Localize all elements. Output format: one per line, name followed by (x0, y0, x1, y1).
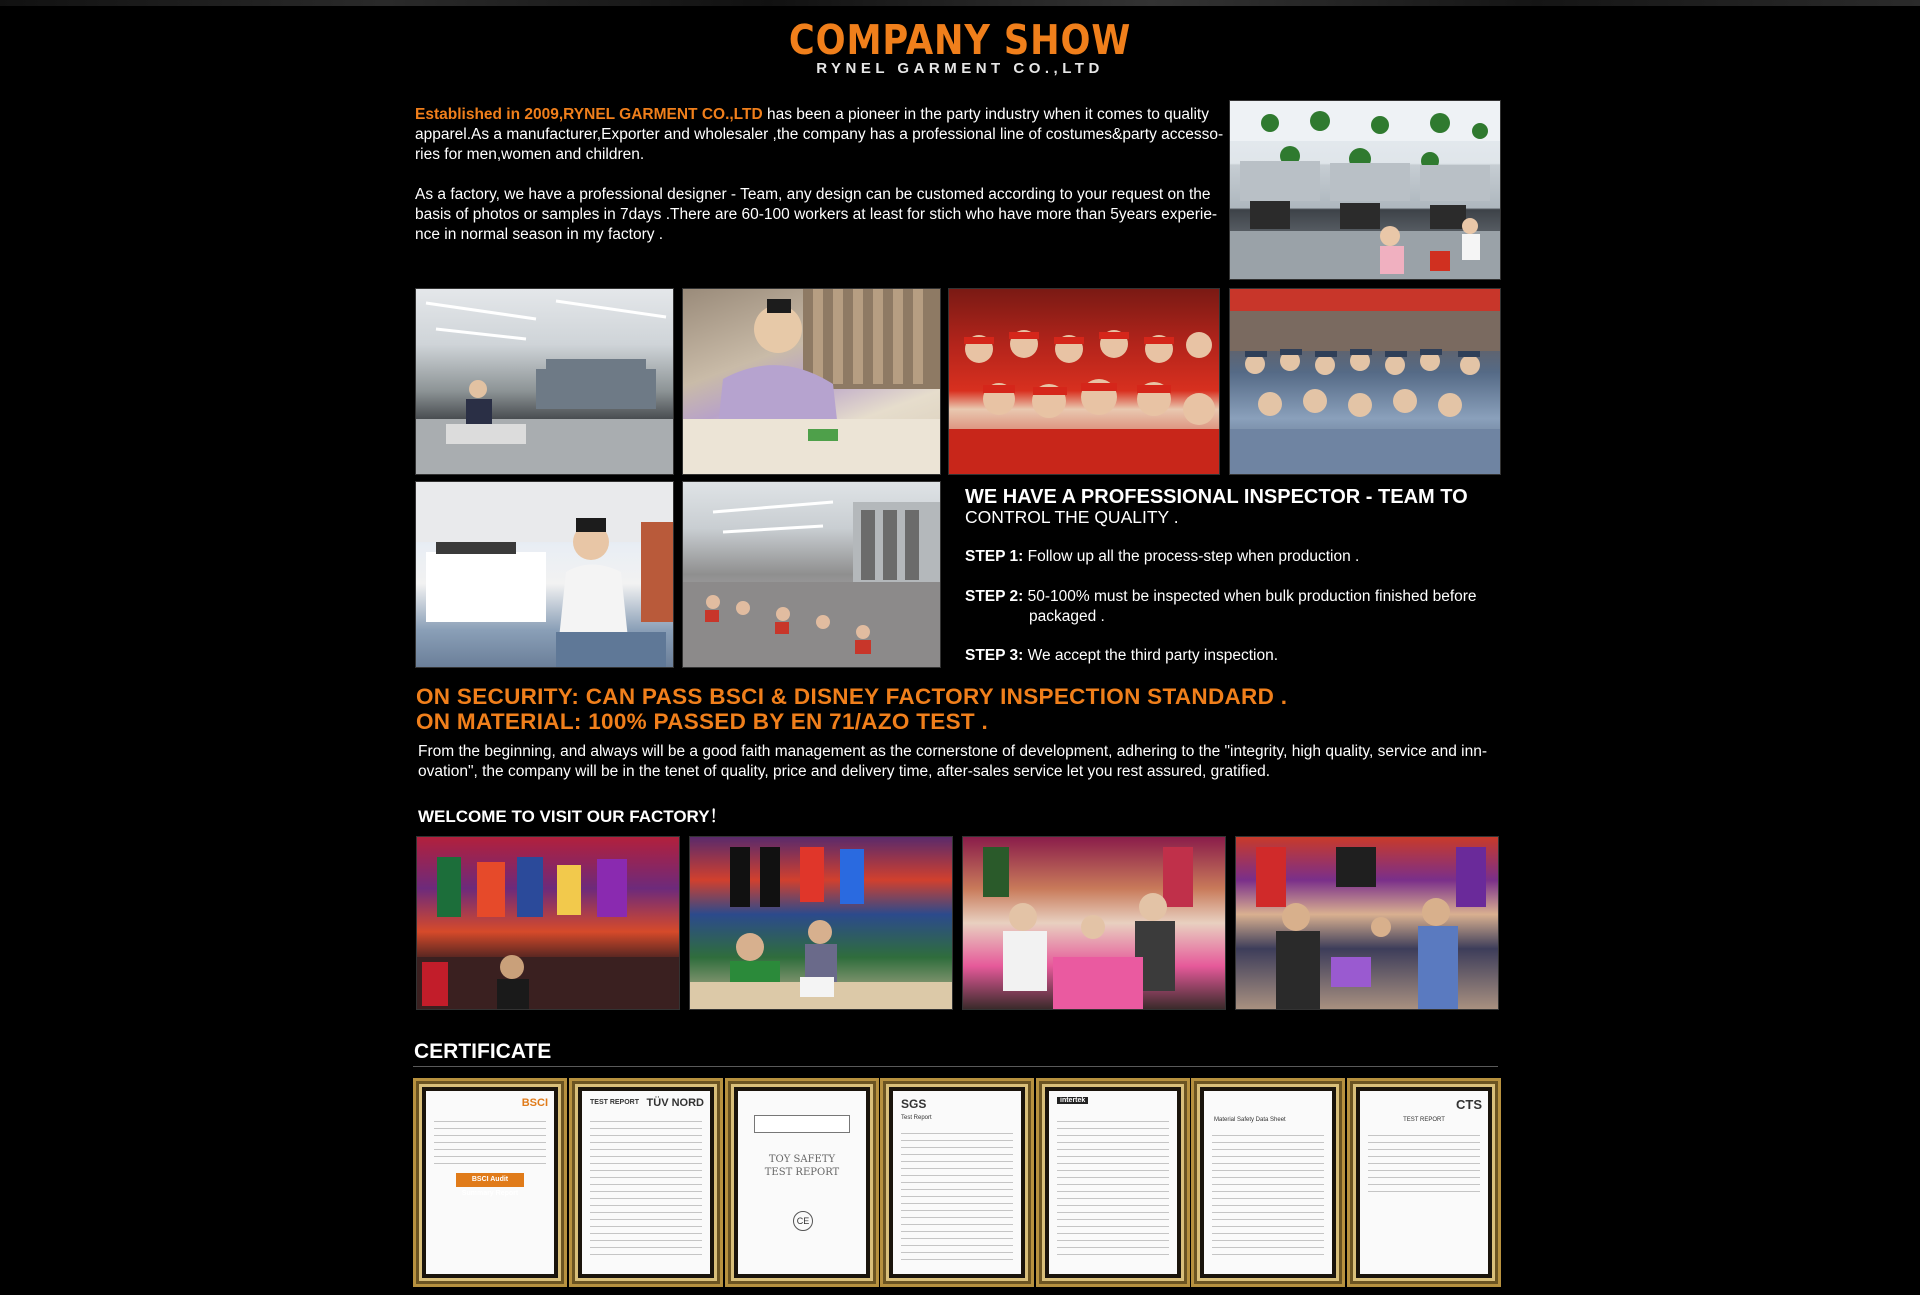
step-1-text: Follow up all the process-step when production . (1027, 548, 1360, 565)
certificate-heading: CERTIFICATE (414, 1040, 552, 1063)
fabric-cutting-illustration (683, 289, 940, 474)
certificate-3-header-box (754, 1115, 850, 1133)
certificate-1-paper (426, 1091, 554, 1274)
step-3-text: We accept the third party inspection. (1027, 647, 1279, 664)
company-subtitle: RYNEL GARMENT CO.,LTD (816, 60, 1104, 77)
intro-paragraph (415, 105, 1225, 245)
factory-line1: As a factory, we have a professional designer - Team, any design can be customed according to your request on the (415, 186, 1211, 203)
exhibition-photo-1 (416, 836, 680, 1010)
certificate-2-paper (582, 1091, 710, 1274)
philosophy-line2: ovation", the company will be in the tenet of quality, price and delivery time, after-sales service let you rest assured, gratified. (418, 763, 1271, 780)
certificate-7 (1347, 1078, 1501, 1287)
security-standard: ON SECURITY: CAN PASS BSCI & DISNEY FACTORY INSPECTION STANDARD . (416, 684, 1288, 709)
certificate-4 (880, 1078, 1034, 1287)
exhibition-photo-2 (689, 836, 953, 1010)
certificate-3-seal: CE (793, 1211, 813, 1231)
team-red-photo (948, 288, 1220, 475)
workshop-illustration (683, 482, 940, 667)
factory-floor-illustration (416, 289, 673, 474)
team-red-illustration (949, 289, 1219, 474)
step-3 (965, 646, 1278, 666)
certificate-7-title: TEST REPORT (1403, 1117, 1445, 1123)
certificate-5-text-lines (1057, 1115, 1169, 1260)
exhibition-4-illustration (1236, 837, 1498, 1009)
certificate-2-logo: TÜV NORD (646, 1097, 704, 1109)
certificate-3-paper (738, 1091, 866, 1274)
step-1 (965, 547, 1359, 567)
certificate-4-logo: SGS (901, 1097, 927, 1111)
welcome-heading: WELCOME TO VISIT OUR FACTORY！ (418, 807, 727, 826)
inspection-heading: WE HAVE A PROFESSIONAL INSPECTOR - TEAM TO (965, 486, 1468, 508)
certificate-2 (569, 1078, 723, 1287)
certificate-5-paper (1049, 1091, 1177, 1274)
philosophy-line1: From the beginning, and always will be a good faith management as the cornerstone of development, adhering to the "integrity, high quality, service and inn- (418, 743, 1488, 760)
certificate-2-text-lines (590, 1115, 702, 1260)
workshop-photo (682, 481, 941, 668)
top-decorative-strip (0, 0, 1920, 6)
sewing-worker-illustration (416, 482, 673, 667)
factory-line2: basis of photos or samples in 7days .There are 60-100 workers at least for stich who have more than 5years experie- (415, 206, 1218, 223)
certificate-1-logo: BSCI (521, 1097, 548, 1109)
page-title: COMPANY SHOW (788, 16, 1132, 64)
certificate-1 (413, 1078, 567, 1287)
exhibition-2-illustration (690, 837, 952, 1009)
fabric-cutting-photo (682, 288, 941, 475)
certificate-7-paper (1360, 1091, 1488, 1274)
office-photo-illustration (1230, 101, 1500, 279)
material-standard: ON MATERIAL: 100% PASSED BY EN 71/AZO TEST . (416, 709, 989, 734)
certificate-3 (725, 1078, 879, 1287)
certificate-1-badge: BSCI Audit Summary Report (456, 1173, 524, 1187)
certificate-7-logo: CTS (1456, 1097, 1482, 1112)
step-1-label: STEP 1: (965, 548, 1024, 565)
certificate-4-text-lines (901, 1127, 1013, 1260)
established-label: Established in 2009,RYNEL GARMENT CO.,LTD (415, 106, 763, 123)
exhibition-photo-3 (962, 836, 1226, 1010)
factory-floor-photo (415, 288, 674, 475)
exhibition-photo-4 (1235, 836, 1499, 1010)
certificate-5-logo: intertek (1057, 1097, 1088, 1104)
exhibition-1-illustration (417, 837, 679, 1009)
step-2-text-cont: packaged . (1029, 608, 1105, 625)
certificate-5 (1036, 1078, 1190, 1287)
inspection-subheading: CONTROL THE QUALITY . (965, 507, 1179, 527)
team-camo-illustration (1230, 289, 1500, 474)
certificate-2-title: TEST REPORT (590, 1099, 640, 1106)
step-3-label: STEP 3: (965, 647, 1024, 664)
certificate-4-paper (893, 1091, 1021, 1274)
team-camo-photo (1229, 288, 1501, 475)
certificate-6-title: Material Safety Data Sheet (1214, 1117, 1286, 1123)
certificate-divider (413, 1066, 1498, 1067)
exhibition-3-illustration (963, 837, 1225, 1009)
step-2 (965, 587, 1505, 627)
certificate-6 (1191, 1078, 1345, 1287)
philosophy-paragraph (418, 742, 1508, 782)
certificate-4-title: Test Report (901, 1115, 932, 1121)
certificate-6-paper (1204, 1091, 1332, 1274)
factory-line3: nce in normal season in my factory . (415, 226, 664, 243)
step-2-label: STEP 2: (965, 588, 1024, 605)
certificate-6-text-lines (1212, 1129, 1324, 1260)
certificate-7-text-lines (1368, 1129, 1480, 1194)
certificate-3-title: TOY SAFETY TEST REPORT (764, 1154, 840, 1178)
intro-line3: ries for men,women and children. (415, 146, 645, 163)
office-photo (1229, 100, 1501, 280)
intro-line2: apparel.As a manufacturer,Exporter and wholesaler ,the company has a professional line of costumes&party accesso- (415, 126, 1224, 143)
certificate-1-text-lines (434, 1115, 546, 1164)
sewing-worker-photo (415, 481, 674, 668)
step-2-text: 50-100% must be inspected when bulk production finished before (1027, 588, 1477, 605)
intro-line1: has been a pioneer in the party industry when it comes to quality (762, 106, 1209, 123)
